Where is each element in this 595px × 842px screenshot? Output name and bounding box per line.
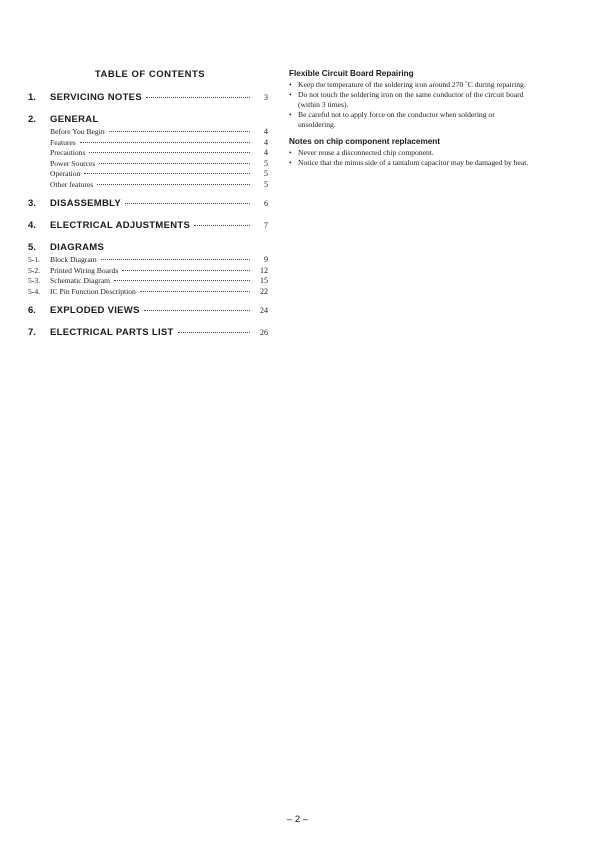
page-number: 4 (264, 127, 268, 136)
dot-leader (140, 291, 250, 292)
page-number: 5 (264, 158, 268, 168)
page-number: 12 (260, 265, 268, 275)
toc-subentry[interactable] (28, 287, 268, 298)
page-number: 22 (260, 286, 268, 296)
toc-section-3 (28, 198, 268, 212)
toc-subentry[interactable] (28, 127, 268, 138)
bullet-mark: • (289, 110, 292, 119)
dot-leader (114, 280, 250, 281)
spacer (289, 130, 529, 137)
toc-section-2 (28, 114, 268, 190)
notes-column (289, 69, 529, 168)
chip-bullet (289, 148, 529, 158)
page-number: 6 (264, 199, 268, 208)
dot-leader (101, 259, 250, 260)
bullet-mark: • (289, 158, 292, 167)
bullet-mark: • (289, 148, 292, 157)
page-number: 3 (264, 93, 268, 102)
toc-entry[interactable] (28, 92, 268, 106)
dot-leader (109, 131, 250, 132)
toc-section-6 (28, 305, 268, 319)
page-number: 4 (264, 148, 268, 157)
bullet-mark: • (289, 90, 292, 99)
section-number: 2. (28, 114, 36, 125)
chip-bullet (289, 158, 529, 168)
section-title: ELECTRICAL ADJUSTMENTS (50, 220, 191, 231)
page-footer-number: – 2 – (286, 814, 309, 825)
section-title: DIAGRAMS (50, 242, 105, 253)
subentry-title: Precautions (50, 148, 86, 157)
subentry-title: Other features (50, 179, 94, 189)
section-title: SERVICING NOTES (50, 92, 142, 103)
bullet-text: Be careful not to apply force on the conductor when soldering or unsoldering. (298, 110, 495, 129)
subentry-title: Block Diagram (50, 255, 97, 264)
toc-subentry[interactable] (28, 266, 268, 277)
toc-entry[interactable] (28, 220, 268, 234)
toc-section-4 (28, 220, 268, 234)
toc-entry[interactable] (28, 327, 268, 341)
chip-heading: Notes on chip component replacement (289, 137, 441, 146)
section-number: 4. (28, 220, 36, 231)
section-number: 6. (28, 305, 36, 316)
subentry-number: 5-2. (28, 265, 41, 275)
section-title: DISASSEMBLY (50, 198, 122, 209)
subentry-title: Before You Begin (50, 127, 105, 136)
subentry-title: IC Pin Function Description (50, 286, 136, 296)
repair-bullet (289, 110, 529, 130)
toc-section-7 (28, 327, 268, 341)
toc-subentry[interactable] (28, 276, 268, 287)
table-of-contents (28, 69, 268, 349)
section-number: 1. (28, 92, 36, 103)
subentry-title: Operation (50, 169, 81, 178)
subentry-number: 5-4. (28, 286, 41, 296)
subentry-title: Printed Wiring Boards (50, 265, 119, 275)
page-number: 5 (264, 169, 268, 178)
dot-leader (89, 152, 250, 153)
page-number: 7 (264, 221, 268, 230)
section-title: ELECTRICAL PARTS LIST (50, 327, 174, 338)
toc-entry[interactable] (28, 114, 268, 127)
dot-leader (146, 97, 250, 98)
section-title: GENERAL (50, 114, 99, 125)
section-number: 7. (28, 327, 36, 338)
section-number: 3. (28, 198, 36, 209)
subentry-title: Schematic Diagram (50, 276, 111, 285)
bullet-text: Do not touch the soldering iron on the same conductor of the circuit board (within 3 times). (298, 90, 524, 109)
toc-subentry[interactable] (28, 180, 268, 191)
toc-section-1 (28, 92, 268, 106)
toc-entry[interactable] (28, 198, 268, 212)
toc-subentry[interactable] (28, 138, 268, 149)
subentry-title: Features (50, 137, 76, 147)
toc-subentry[interactable] (28, 169, 268, 180)
repair-heading: Flexible Circuit Board Repairing (289, 69, 414, 78)
bullet-mark: • (289, 80, 292, 89)
section-number: 5. (28, 242, 36, 253)
repair-bullet (289, 80, 529, 90)
repair-bullet (289, 90, 529, 110)
subentry-title: Power Sources (50, 158, 96, 168)
bullet-text: Never reuse a disconnected chip component. (298, 148, 434, 157)
dot-leader (99, 163, 250, 164)
dot-leader (125, 203, 250, 204)
toc-title: TABLE OF CONTENTS (94, 69, 206, 80)
dot-leader (122, 270, 250, 271)
bullet-text: Notice that the minus side of a tantalum capacitor may be damaged by heat. (298, 158, 529, 167)
dot-leader (144, 310, 250, 311)
page-number: 26 (260, 328, 268, 337)
dot-leader (178, 332, 250, 333)
subentry-number: 5-1. (28, 255, 41, 264)
page-number: 5 (264, 179, 268, 189)
dot-leader (80, 142, 250, 143)
section-title: EXPLODED VIEWS (50, 305, 140, 316)
subentry-number: 5-3. (28, 276, 41, 285)
page-number: 15 (260, 276, 268, 285)
page-number: 9 (264, 255, 268, 264)
page-number: 24 (260, 306, 268, 315)
toc-subentry[interactable] (28, 255, 268, 266)
dot-leader (97, 184, 250, 185)
toc-subentry[interactable] (28, 159, 268, 170)
toc-subentry[interactable] (28, 148, 268, 159)
page-number: 4 (264, 137, 268, 147)
toc-section-5 (28, 242, 268, 297)
dot-leader (84, 173, 250, 174)
dot-leader (194, 225, 250, 226)
bullet-text: Keep the temperature of the soldering iron around 270 ˚C during repairing. (298, 80, 526, 89)
toc-entry[interactable] (28, 305, 268, 319)
toc-entry[interactable] (28, 242, 268, 255)
